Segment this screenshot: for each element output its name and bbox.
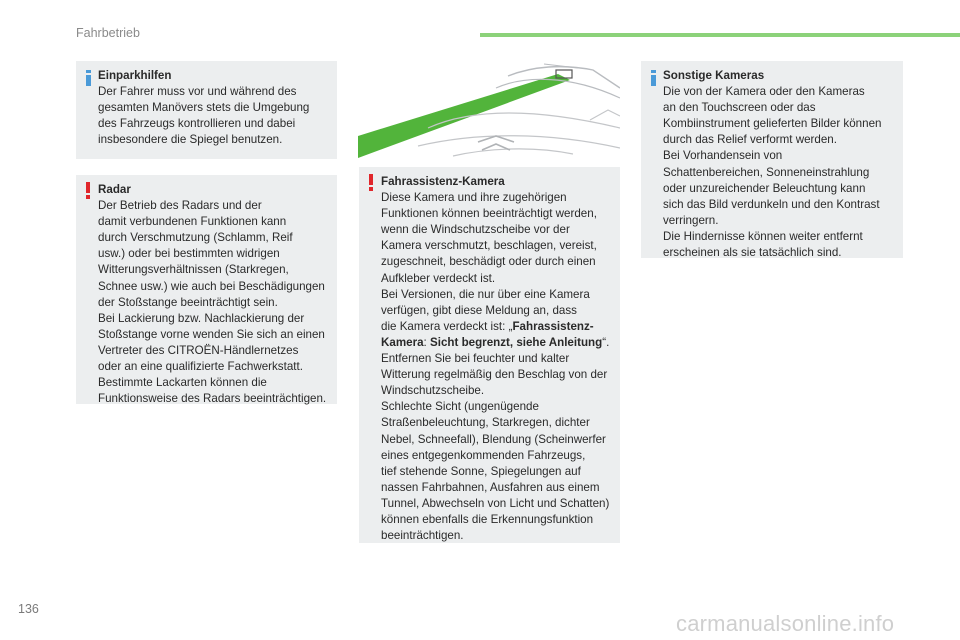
warning-icon xyxy=(83,182,93,198)
watermark: carmanualsonline.info xyxy=(676,611,895,636)
sonstige-text: Die von der Kamera oder den Kameras an den Touchscreen oder das Kombiinstrument gelieferten Bilder können durch das Relief verformt werden. Bei Vorhandensein von Schattenbereichen, Sonneneinstrahlung oder unzureichender Beleuchtung kann sich das Bild verdunkeln und den Kontrast verringern. Die Hindernisse können weiter entfernt erscheinen als sie tatsächlich sind. xyxy=(663,85,882,260)
radar-warning xyxy=(76,175,337,404)
einparkhilfen-title: Einparkhilfen xyxy=(98,69,172,82)
warning-icon xyxy=(366,174,376,190)
einparkhilfen-note xyxy=(76,61,337,159)
einparkhilfen-text: Der Fahrer muss vor und während des gesamten Manövers stets die Umgebung des Fahrzeugs kontrollieren und dabei insbesondere die Spiegel benutzen. xyxy=(98,85,310,147)
kamera-message-separator: : xyxy=(423,335,430,349)
kamera-message-part1: Fahrassistenz- Kamera xyxy=(381,319,594,349)
kamera-text-part2: “. Entfernen Sie bei feuchter und kalter Witterung regelmäßig den Beschlag von der Windschutzscheibe. Schlechte Sicht (ungenügende Straßenbeleuchtung, Starkregen, dichter Nebel, Schneefall), Blendung (Scheinwerfer eines entgegenkommenden Fahrzeugs, tief stehende Sonne, Spiegelungen auf nassen Fahrbahnen, Ausfahren aus einem Tunnel, Abwechseln von Licht und Schatten) können ebenfalls die Erkennungsfunktion beeinträchtigen. xyxy=(381,335,610,543)
kamera-warning xyxy=(359,167,620,543)
info-icon xyxy=(84,70,93,86)
kamera-text-part1: Diese Kamera und ihre zugehörigen Funktionen können beeinträchtigt werden, wenn die Windschutzscheibe vor der Kamera verschmutzt, beschlagen, vereist, zugeschneit, beschädigt oder durch einen Aufkleber verdeckt ist. Bei Versionen, die nur über eine Kamera verfügen, gibt diese Meldung an, dass die Kamera verdeckt ist: „ xyxy=(381,191,597,333)
kamera-message-part2: Sicht begrenzt, siehe Anleitung xyxy=(430,335,603,349)
radar-title: Radar xyxy=(98,183,131,196)
sonstige-kameras-note xyxy=(641,61,903,258)
page-number: 136 xyxy=(18,602,39,616)
sonstige-title: Sonstige Kameras xyxy=(663,69,765,82)
info-icon xyxy=(649,70,658,86)
kamera-title: Fahrassistenz-Kamera xyxy=(381,175,505,188)
radar-text: Der Betrieb des Radars und der damit verbundenen Funktionen kann durch Verschmutzung (Schlamm, Reif usw.) oder bei bestimmten widrigen Witterungsverhältnissen (Starkregen, Schnee usw.) wie auch bei Beschädigungen der Stoßstange beeinträchtigt sein. Bei Lackierung bzw. Nachlackierung der Stoßstange vorne wenden Sie sich an einen Vertreter des CITROËN-Händlernetzes oder an eine qualifizierte Fachwerkstatt. Bestimmte Lackarten können die Funktionsweise des Radars beeinträchtigen. xyxy=(98,199,327,406)
section-title: Fahrbetrieb xyxy=(76,26,140,40)
kamera-text xyxy=(381,190,612,544)
section-accent-bar xyxy=(480,33,960,37)
windshield-camera-illustration xyxy=(358,58,620,162)
